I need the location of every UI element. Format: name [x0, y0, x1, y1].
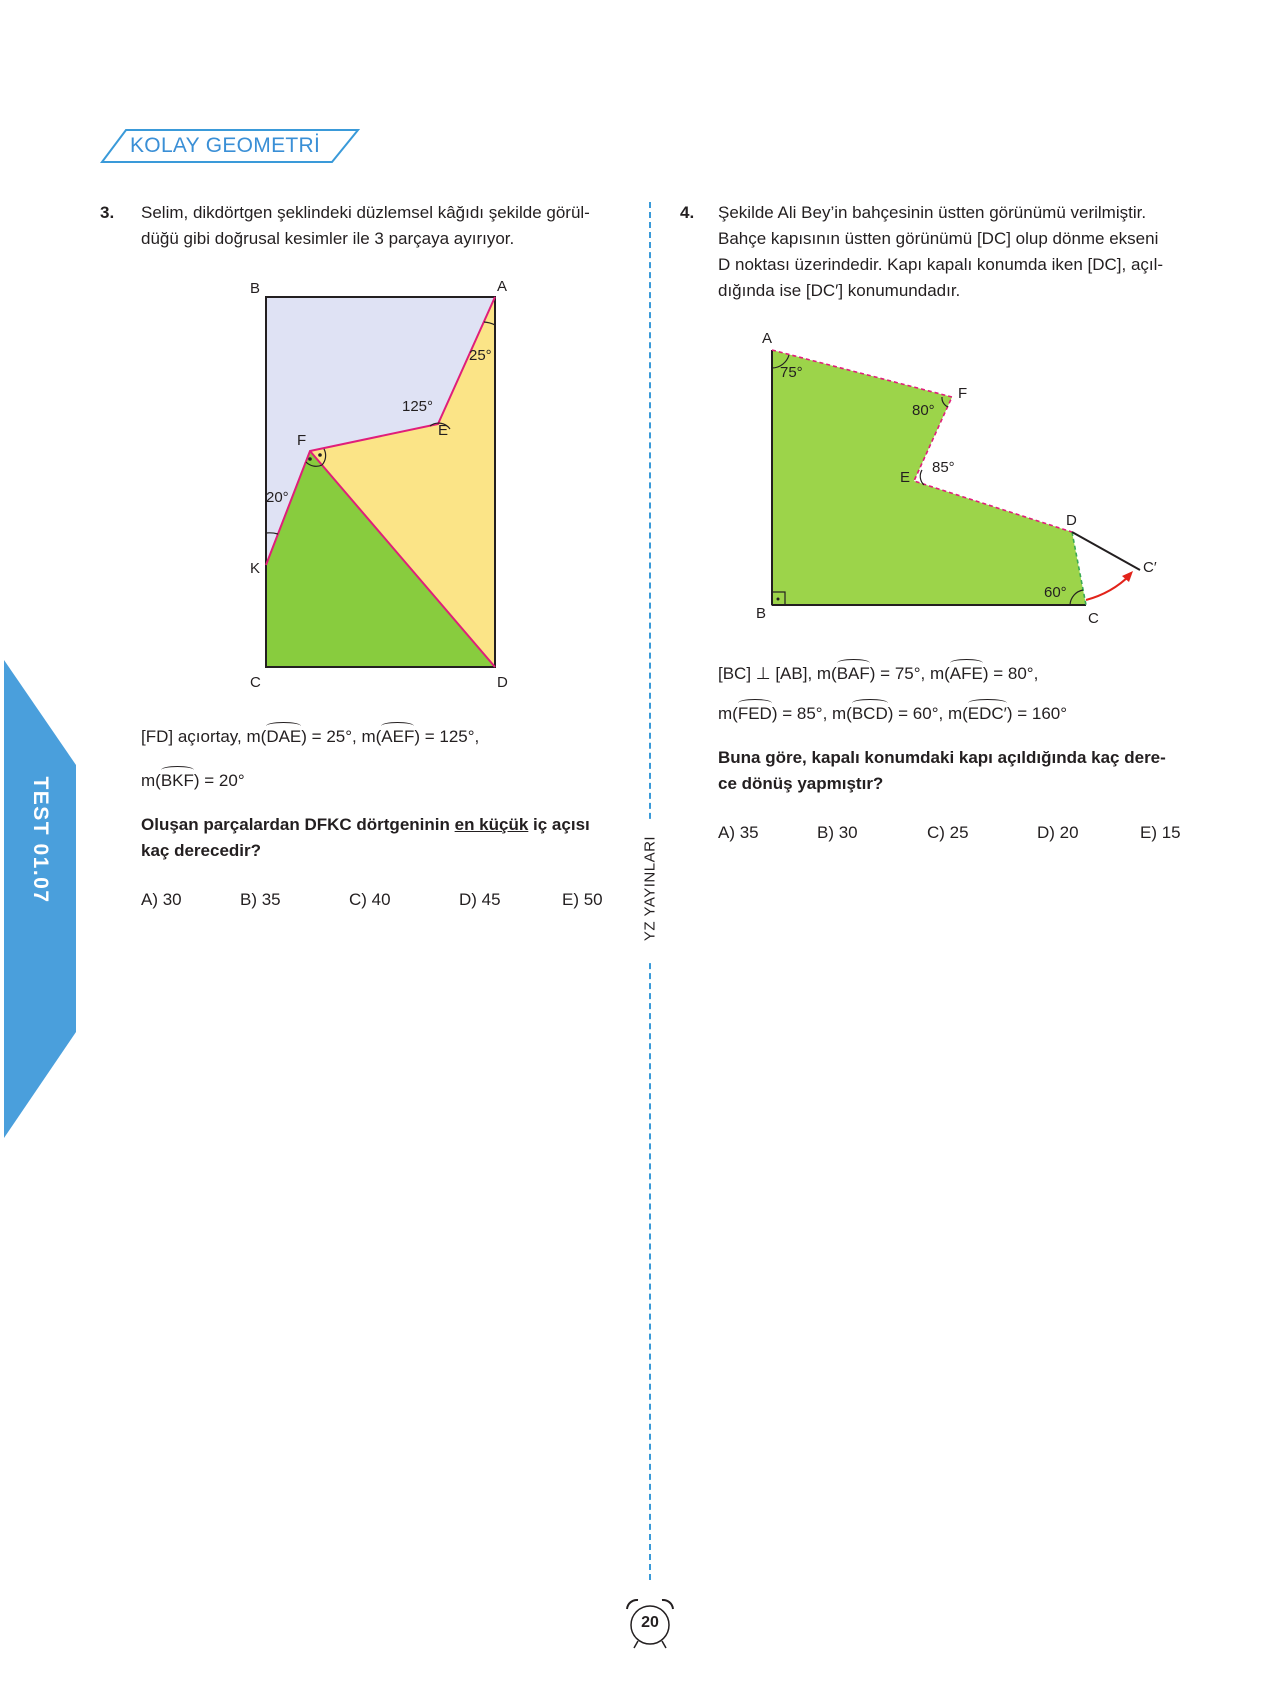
q4-option-a[interactable]: A) 35: [718, 823, 759, 842]
publisher-label: YZ YAYINLARI: [641, 835, 659, 942]
q4-f1-mid1: ) = 75°, m(: [869, 664, 950, 683]
q3-label-c: C: [250, 674, 261, 690]
q3-formula1: [141, 727, 479, 747]
q4-f1-end: ) = 80°,: [982, 664, 1039, 683]
q3-f1-prefix: [FD] açıortay, m(: [141, 727, 267, 746]
q3-label-b: B: [250, 280, 261, 297]
q4-formula1: [718, 664, 1038, 684]
q3-dot2: [318, 453, 322, 457]
q4-right-angle-dot: [777, 598, 780, 601]
q4-f2-arc1: FED: [737, 704, 772, 723]
q3-f1-mid1: ) = 25°, m(: [301, 727, 382, 746]
q3-option-e[interactable]: E) 50: [562, 890, 603, 909]
q3-question-line1: [141, 812, 621, 838]
q3-angle-20: 20°: [266, 489, 289, 506]
q4-question-line2: ce dönüş yapmıştır?: [718, 774, 884, 793]
q3-angle-25: 25°: [469, 347, 492, 364]
q3-angle-125: 125°: [402, 398, 434, 415]
q4-f1-prefix: [BC] ⊥ [AB], m(: [718, 664, 837, 683]
q3-figure: [240, 275, 530, 690]
q4-door-open: [1072, 532, 1140, 570]
q4-f2-mid1: ) = 85°, m(: [771, 704, 852, 723]
q4-text: [718, 200, 1203, 304]
q3-f2-prefix: m(: [141, 771, 161, 790]
q4-angle-85: 85°: [932, 459, 955, 476]
q3-label-d: D: [497, 674, 508, 690]
q4-question: [718, 745, 1203, 797]
page-number: 20: [641, 1614, 659, 1631]
publisher-label-wrap: [636, 822, 662, 962]
q3-f1-arc1: DAE: [266, 727, 302, 746]
q4-option-e[interactable]: E) 15: [1140, 823, 1181, 842]
q3-question-line2: kaç derecedir?: [141, 841, 262, 860]
q4-angle-80: 80°: [912, 402, 935, 419]
q4-option-d[interactable]: D) 20: [1037, 823, 1079, 842]
q4-f2-arc2: BCD: [851, 704, 888, 723]
q3-option-a[interactable]: A) 30: [141, 890, 182, 909]
q4-f2-mid2: ) = 60°, m(: [887, 704, 968, 723]
q3-label-a: A: [497, 278, 508, 295]
q4-angle-60: 60°: [1044, 584, 1067, 601]
q3-text-line1: Selim, dikdörtgen şeklindeki düzlemsel kâğıdı şekilde görül-: [141, 203, 590, 222]
q3-q-part2: iç açısı: [528, 815, 590, 834]
q4-f1-arc1: BAF: [836, 664, 870, 683]
q3-option-c[interactable]: C) 40: [349, 890, 391, 909]
q3-option-b[interactable]: B) 35: [240, 890, 281, 909]
q4-label-b: B: [756, 605, 767, 622]
q4-arc-85: [920, 470, 924, 485]
q4-question-line1: Buna göre, kapalı konumdaki kapı açıldığında kaç dere-: [718, 748, 1166, 767]
q3-text: [141, 200, 621, 252]
q3-q-underlined: en küçük: [454, 815, 529, 834]
q4-f1-arc2: AFE: [949, 664, 983, 683]
q4-number: 4.: [680, 203, 695, 222]
q4-label-c-prime: C′: [1143, 559, 1157, 576]
q3-f2-end: ) = 20°: [193, 771, 245, 790]
header-title: KOLAY GEOMETRİ: [130, 134, 321, 157]
q4-option-c[interactable]: C) 25: [927, 823, 969, 842]
q4-text-line3: D noktası üzerindedir. Kapı kapalı konumda iken [DC], açıl-: [718, 255, 1164, 274]
q4-formula2: [718, 704, 1067, 724]
q3-f1-arc2: AEF: [381, 727, 415, 746]
q4-f2-end: ) = 160°: [1006, 704, 1068, 723]
q4-label-d: D: [1066, 512, 1077, 529]
q4-text-line1: Şekilde Ali Bey’in bahçesinin üstten görünümü verilmiştir.: [718, 203, 1147, 222]
q4-label-c: C: [1088, 610, 1099, 627]
q3-label-k: K: [250, 560, 261, 577]
q4-garden: [772, 350, 1086, 605]
q3-f1-end: ) = 125°,: [414, 727, 480, 746]
q3-q-part1: Oluşan parçalardan DFKC dörtgeninin: [141, 815, 455, 834]
q4-f2-arc3: EDC′: [967, 704, 1007, 723]
q3-label-f: F: [297, 432, 307, 449]
q4-text-line4: dığında ise [DC′] konumundadır.: [718, 281, 961, 300]
q3-formula2: [141, 771, 245, 791]
q4-text-line2: Bahçe kapısının üstten görünümü [DC] olup dönme ekseni: [718, 229, 1159, 248]
q4-rotation-arrow: [1086, 575, 1130, 600]
q4-angle-75: 75°: [780, 364, 803, 381]
q4-label-e: E: [900, 469, 911, 486]
page-number-badge: [622, 1595, 678, 1651]
q3-option-d[interactable]: D) 45: [459, 890, 501, 909]
q3-number: 3.: [100, 203, 115, 222]
q3-text-line2: düğü gibi doğrusal kesimler ile 3 parçaya ayırıyor.: [141, 229, 515, 248]
q3-question: [141, 812, 621, 864]
side-tab-label: TEST 01.07: [29, 776, 52, 904]
q3-f2-arc: BKF: [160, 771, 194, 790]
q4-option-b[interactable]: B) 30: [817, 823, 858, 842]
q4-label-a: A: [762, 330, 773, 347]
header-title-tag: [100, 128, 360, 164]
q3-label-e: E: [438, 422, 449, 439]
q4-label-f: F: [958, 385, 968, 402]
q3-dot1: [308, 457, 312, 461]
q4-figure: [750, 325, 1170, 635]
q4-f2-prefix: m(: [718, 704, 738, 723]
